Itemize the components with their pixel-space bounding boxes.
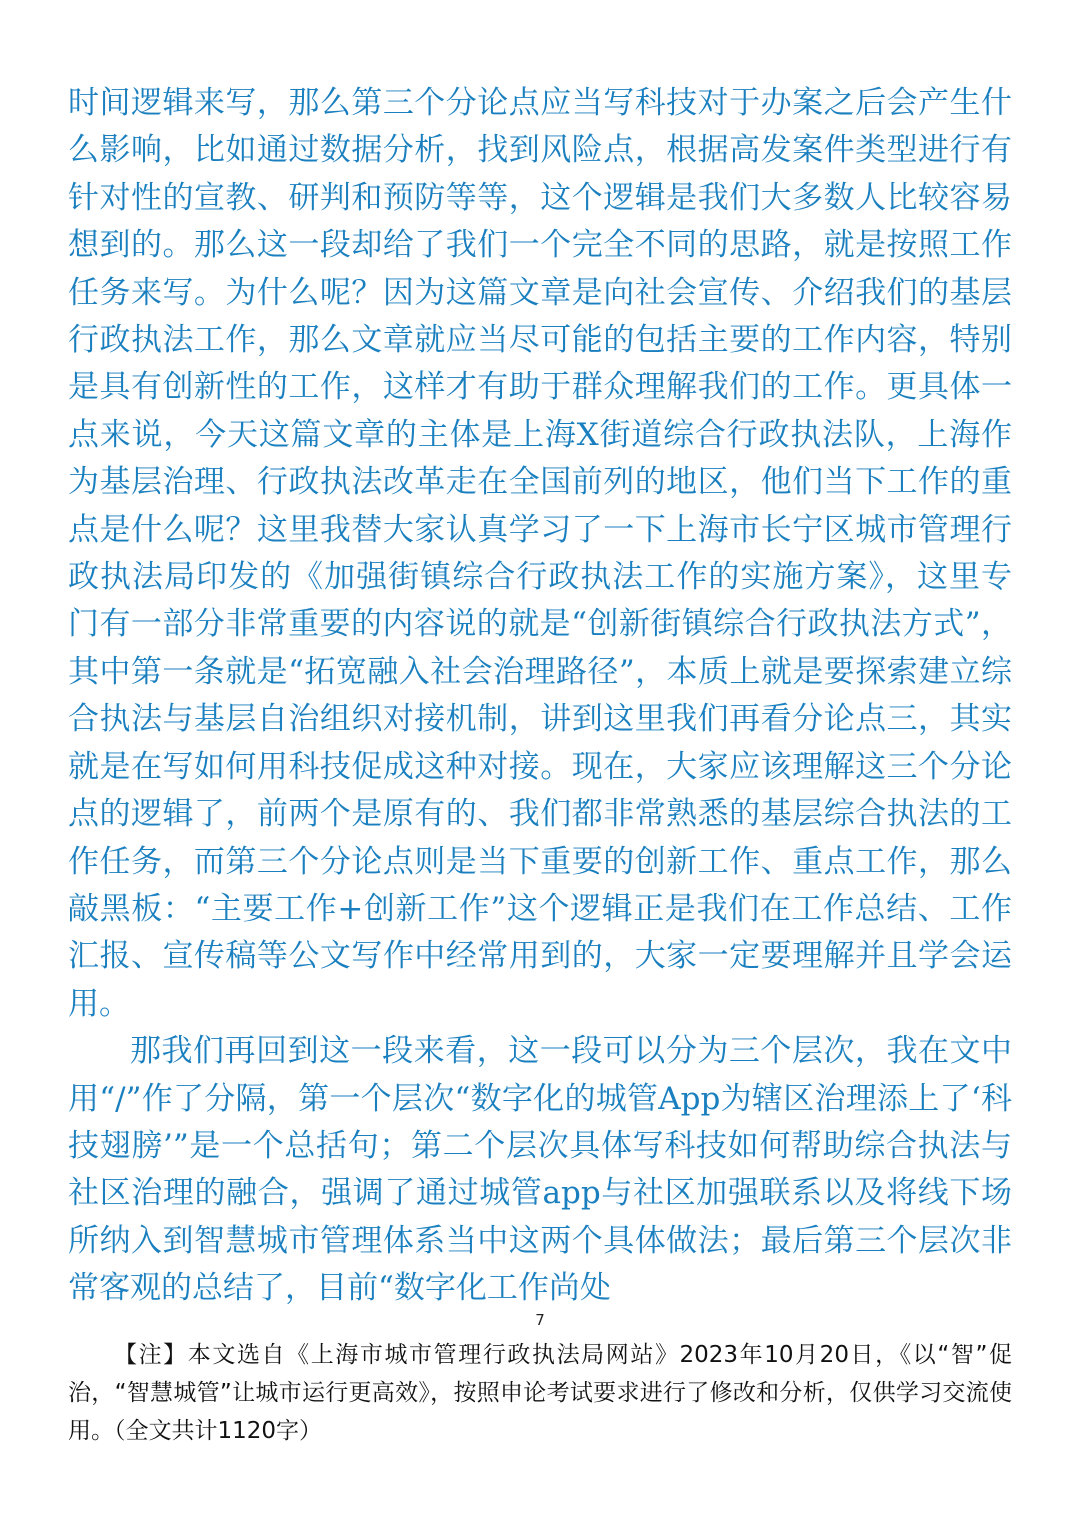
footnote: 【注】本文选自《上海市城市管理行政执法局网站》2023年10月20日，《以“智”促治，“智慧城管”让城市运行更高效》，按照申论考试要求进行了修改和分析，仅供学习交流使用。（全文共计1120字） [68,1342,1012,1444]
page-number: 7 [535,1311,545,1329]
body-text [68,80,1012,1313]
paragraph-2: 那我们再回到这一段来看，这一段可以分为三个层次，我在文中用“/”作了分隔，第一个层次“数字化的城管App为辖区治理添上了‘科技翅膀’”是一个总括句；第二个层次具体写科技如何帮助综合执法与社区治理的融合，强调了通过城管app与社区加强联系以及将线下场所纳入到智慧城市管理体系当中这两个具体做法；最后第三个层次非常客观的总结了，目前“数字化工作尚处 [68,1033,1012,1307]
paragraph-1: 时间逻辑来写，那么第三个分论点应当写科技对于办案之后会产生什么影响，比如通过数据分析，找到风险点，根据高发案件类型进行有针对性的宣教、研判和预防等等，这个逻辑是我们大多数人比较容易想到的。那么这一段却给了我们一个完全不同的思路，就是按照工作任务来写。为什么呢？因为这篇文章是向社会宣传、介绍我们的基层行政执法工作，那么文章就应当尽可能的包括主要的工作内容，特别是具有创新性的工作，这样才有助于群众理解我们的工作。更具体一点来说，今天这篇文章的主体是上海X街道综合行政执法队，上海作为基层治理、行政执法改革走在全国前列的地区，他们当下工作的重点是什么呢？这里我替大家认真学习了一下上海市长宁区城市管理行政执法局印发的《加强街镇综合行政执法工作的实施方案》，这里专门有一部分非常重要的内容说的就是“创新街镇综合行政执法方式”，其中第一条就是“拓宽融入社会治理路径”，本质上就是要探索建立综合执法与基层自治组织对接机制，讲到这里我们再看分论点三，其实就是在写如何用科技促成这种对接。现在，大家应该理解这三个分论点的逻辑了，前两个是原有的、我们都非常熟悉的基层综合执法的工作任务，而第三个分论点则是当下重要的创新工作、重点工作，那么敲黑板：“主要工作+创新工作”这个逻辑正是我们在工作总结、工作汇报、宣传稿等公文写作中经常用到的，大家一定要理解并且学会运用。 [68,85,1012,1022]
